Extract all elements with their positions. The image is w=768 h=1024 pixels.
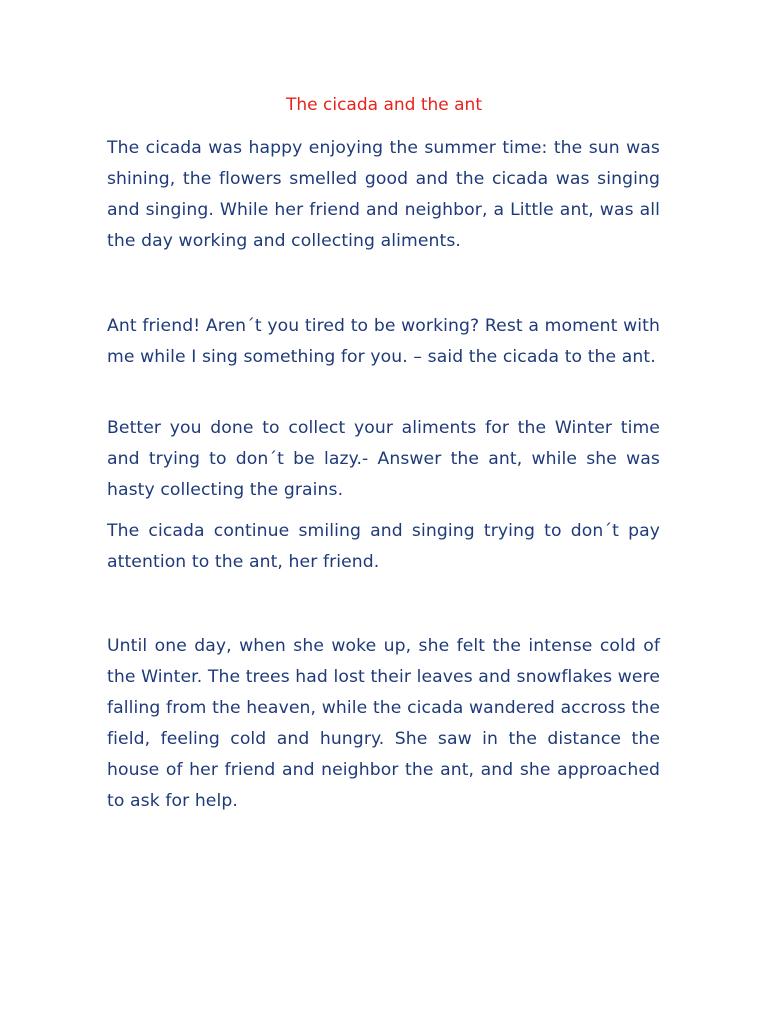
paragraph-cicada-invitation: Ant friend! Aren´t you tired to be working? Rest a moment with me while I sing something for you. – said the cicada to the ant.	[107, 316, 660, 367]
document-title: The cicada and the ant	[285, 95, 482, 115]
paragraph-summer: The cicada was happy enjoying the summer time: the sun was shining, the flowers smelled good and the cicada was singing and singing. While her friend and neighbor, a Little ant, was all the day working and collecting aliments.	[107, 138, 660, 251]
paragraph-ant-answer: Better you done to collect your aliments for the Winter time and trying to don´t be lazy.- Answer the ant, while she was hasty collecting the grains.	[107, 418, 660, 500]
paragraph-winter: Until one day, when she woke up, she felt the intense cold of the Winter. The trees had lost their leaves and snowflakes were falling from the heaven, while the cicada wandered accross the field, feeling cold and hungry. She saw in the distance the house of her friend and neighbor the ant, and she approached to ask for help.	[107, 636, 661, 811]
paragraph-cicada-ignores: The cicada continue smiling and singing trying to don´t pay attention to the ant, her friend.	[107, 521, 660, 572]
